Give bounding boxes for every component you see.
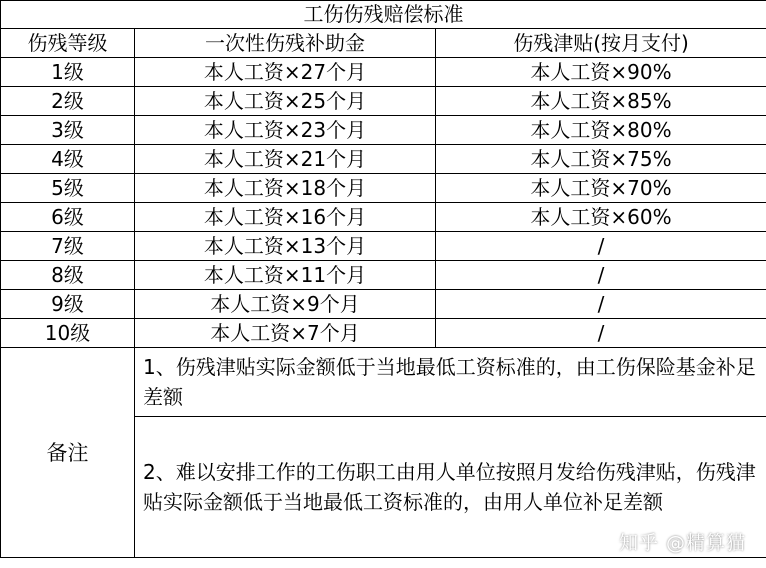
header-row <box>1 29 766 58</box>
grade-cell: 1级 <box>1 58 135 87</box>
grade-cell: 8级 <box>1 261 135 290</box>
lump-sum-cell: 本人工资×25个月 <box>135 87 436 116</box>
lump-sum-cell: 本人工资×9个月 <box>135 290 436 319</box>
allowance-cell: 本人工资×85% <box>436 87 766 116</box>
table-title: 工伤伤残赔偿标准 <box>1 1 766 29</box>
grade-cell: 9级 <box>1 290 135 319</box>
allowance-cell: 本人工资×60% <box>436 203 766 232</box>
allowance-cell: / <box>436 319 766 348</box>
title-row <box>1 1 766 29</box>
watermark: 知乎 @精算猫 <box>618 532 746 554</box>
header-lump-sum: 一次性伤残补助金 <box>135 29 436 58</box>
grade-cell: 3级 <box>1 116 135 145</box>
allowance-cell: 本人工资×75% <box>436 145 766 174</box>
lump-sum-cell: 本人工资×11个月 <box>135 261 436 290</box>
table-row <box>1 58 766 87</box>
table-row <box>1 87 766 116</box>
remark-note-2: 2、难以安排工作的工伤职工由用人单位按照月发给伤残津贴，伤残津贴实际金额低于当地最低工资标准的，由用人单位补足差额 <box>135 417 766 558</box>
header-grade: 伤残等级 <box>1 29 135 58</box>
header-allowance: 伤残津贴(按月支付) <box>436 29 766 58</box>
table-row <box>1 290 766 319</box>
allowance-cell: 本人工资×80% <box>436 116 766 145</box>
lump-sum-cell: 本人工资×13个月 <box>135 232 436 261</box>
lump-sum-cell: 本人工资×7个月 <box>135 319 436 348</box>
table-row <box>1 174 766 203</box>
table-row <box>1 116 766 145</box>
table-row <box>1 203 766 232</box>
grade-cell: 4级 <box>1 145 135 174</box>
lump-sum-cell: 本人工资×18个月 <box>135 174 436 203</box>
grade-cell: 5级 <box>1 174 135 203</box>
table-row <box>1 261 766 290</box>
table-row <box>1 319 766 348</box>
lump-sum-cell: 本人工资×21个月 <box>135 145 436 174</box>
remark-label: 备注 <box>1 348 135 558</box>
remark-note-1: 1、伤残津贴实际金额低于当地最低工资标准的，由工伤保险基金补足差额 <box>135 348 766 417</box>
lump-sum-cell: 本人工资×23个月 <box>135 116 436 145</box>
lump-sum-cell: 本人工资×16个月 <box>135 203 436 232</box>
allowance-cell: / <box>436 290 766 319</box>
table-row <box>1 232 766 261</box>
table-row <box>1 145 766 174</box>
allowance-cell: 本人工资×90% <box>436 58 766 87</box>
grade-cell: 6级 <box>1 203 135 232</box>
allowance-cell: / <box>436 261 766 290</box>
allowance-cell: 本人工资×70% <box>436 174 766 203</box>
grade-cell: 7级 <box>1 232 135 261</box>
allowance-cell: / <box>436 232 766 261</box>
lump-sum-cell: 本人工资×27个月 <box>135 58 436 87</box>
grade-cell: 2级 <box>1 87 135 116</box>
grade-cell: 10级 <box>1 319 135 348</box>
remark-row <box>1 348 766 417</box>
